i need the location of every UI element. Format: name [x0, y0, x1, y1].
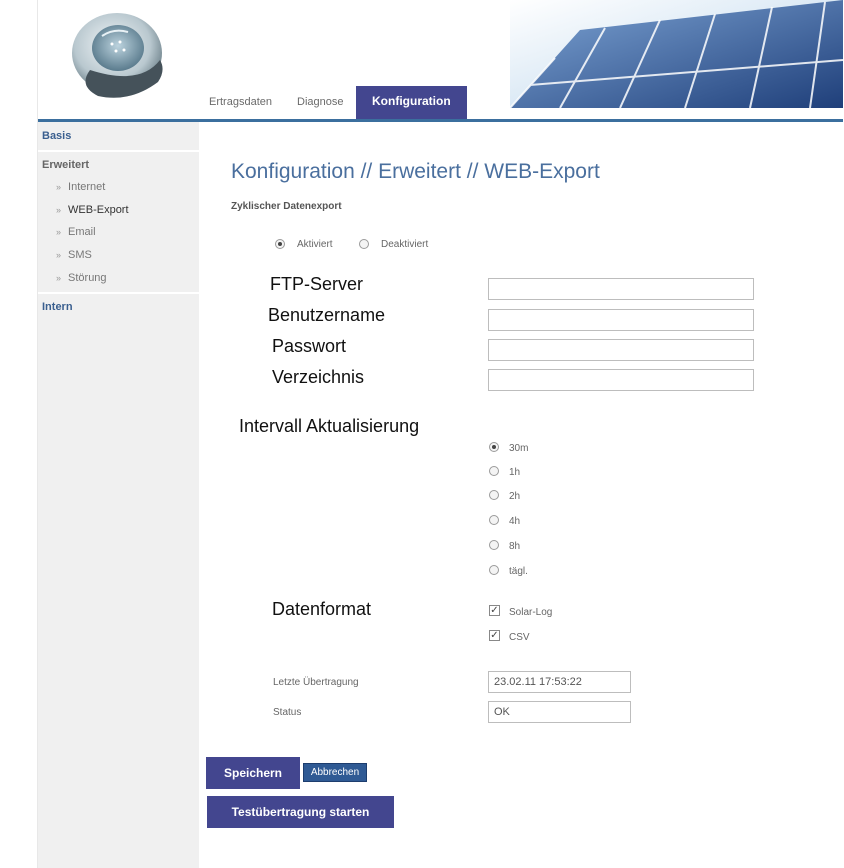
sidebar-item-web-export[interactable] — [56, 204, 129, 216]
interval-option-label: 4h — [509, 516, 521, 527]
username-input[interactable] — [488, 309, 754, 331]
bullet-icon: » — [56, 205, 62, 215]
sidebar-item-label: Internet — [68, 181, 106, 193]
sidebar-item-label: Email — [68, 226, 96, 238]
sidebar-item-stoerung[interactable] — [56, 272, 107, 284]
last-transfer-value: 23.02.11 17:53:22 — [488, 671, 631, 693]
password-input[interactable] — [488, 339, 754, 361]
solar-log-checkbox-label: Solar-Log — [509, 607, 553, 618]
sidebar-separator — [38, 150, 199, 152]
sidebar-item-label: WEB-Export — [68, 204, 129, 216]
sidebar-item-sms[interactable] — [56, 249, 92, 261]
password-label: Passwort — [272, 336, 347, 356]
solar-panels-banner — [510, 0, 843, 108]
interval-radio-2h[interactable] — [489, 490, 499, 500]
status-label: Status — [273, 707, 302, 718]
tab-ertragsdaten[interactable]: Ertragsdaten — [209, 96, 272, 108]
bullet-icon: » — [56, 250, 62, 260]
interval-option-label: 1h — [509, 467, 521, 478]
cancel-button[interactable]: Abbrechen — [303, 763, 367, 782]
interval-radio-30m[interactable] — [489, 442, 499, 452]
sidebar-item-label: SMS — [68, 249, 92, 261]
sidebar-item-erweitert[interactable]: Erweitert — [42, 159, 90, 171]
interval-option-label: 8h — [509, 541, 521, 552]
username-label: Benutzername — [268, 305, 386, 325]
solar-log-checkbox[interactable]: ✓ — [490, 605, 499, 616]
bullet-icon: » — [56, 227, 62, 237]
radio-aktiviert-label: Aktiviert — [297, 239, 333, 250]
interval-radio-4h[interactable] — [489, 515, 499, 525]
solar-log-device-logo — [70, 8, 168, 100]
ftp-server-input[interactable] — [488, 278, 754, 300]
test-transfer-button[interactable]: Testübertragung starten — [207, 796, 394, 828]
sidebar-item-email[interactable] — [56, 226, 96, 238]
radio-deaktiviert-label: Deaktiviert — [381, 239, 429, 250]
radio-deaktiviert[interactable] — [359, 239, 369, 249]
bullet-icon: » — [56, 182, 62, 192]
sidebar-item-label: Störung — [68, 272, 107, 284]
bullet-icon: » — [56, 273, 62, 283]
sidebar-item-internet[interactable] — [56, 181, 105, 193]
directory-input[interactable] — [488, 369, 754, 391]
save-button[interactable]: Speichern — [206, 757, 300, 789]
sidebar-item-basis[interactable]: Basis — [42, 130, 72, 142]
ftp-server-label: FTP-Server — [270, 274, 364, 294]
sidebar — [38, 122, 199, 868]
format-label: Datenformat — [272, 599, 372, 619]
interval-option-label: 30m — [509, 443, 529, 454]
interval-radio-taeglich[interactable] — [489, 565, 499, 575]
last-transfer-label: Letzte Übertragung — [273, 677, 359, 688]
interval-radio-1h[interactable] — [489, 466, 499, 476]
csv-checkbox-label: CSV — [509, 632, 530, 643]
radio-aktiviert[interactable] — [275, 239, 285, 249]
csv-checkbox[interactable]: ✓ — [490, 630, 499, 641]
interval-radio-8h[interactable] — [489, 540, 499, 550]
interval-option-label: tägl. — [509, 566, 528, 577]
sidebar-separator — [38, 292, 199, 294]
page-title: Konfiguration // Erweitert // WEB-Export — [231, 160, 600, 183]
section-subtitle: Zyklischer Datenexport — [231, 201, 342, 212]
directory-label: Verzeichnis — [272, 367, 365, 387]
sidebar-item-intern[interactable]: Intern — [42, 301, 73, 313]
interval-option-label: 2h — [509, 491, 521, 502]
interval-label: Intervall Aktualisierung — [239, 416, 420, 436]
tab-konfiguration[interactable]: Konfiguration — [356, 86, 467, 119]
tab-diagnose[interactable]: Diagnose — [297, 96, 344, 108]
status-value: OK — [488, 701, 631, 723]
